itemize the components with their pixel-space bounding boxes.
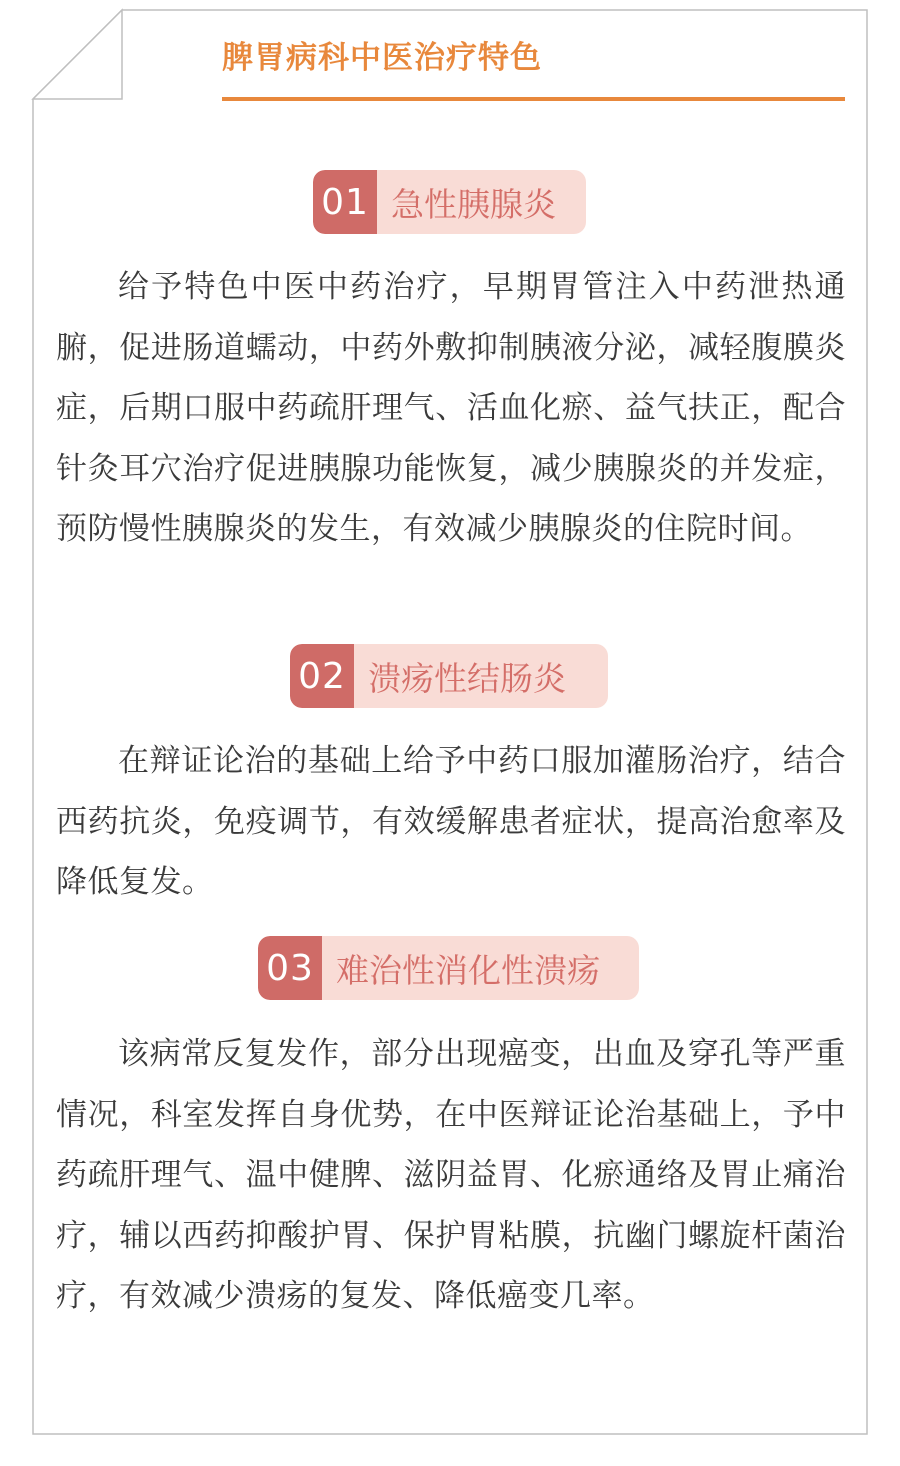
section-paragraph-3: 该病常反复发作，部分出现癌变，出血及穿孔等严重情况，科室发挥自身优势，在中医辩证论治基础上，予中药疏肝理气、温中健脾、滋阴益胃、化瘀通络及胃止痛治疗，辅以西药抑酸护胃、保护胃粘膜，抗幽门螺旋杆菌治疗，有效减少溃疡的复发、降低癌变几率。 (56, 1036, 846, 1314)
title-underline (222, 97, 845, 101)
section-number: 01 (313, 170, 377, 234)
section-number: 02 (290, 644, 354, 708)
page-title: 脾胃病科中医治疗特色 (222, 40, 542, 76)
section-heading: 难治性消化性溃疡 (336, 950, 600, 990)
section-badge-3 (258, 936, 639, 1000)
section-paragraph-1: 给予特色中医中药治疗，早期胃管注入中药泄热通腑，促进肠道蠕动，中药外敷抑制胰液分泌，减轻腹膜炎症，后期口服中药疏肝理气、活血化瘀、益气扶正，配合针灸耳穴治疗促进胰腺功能恢复，减少胰腺炎的并发症，预防慢性胰腺炎的发生，有效减少胰腺炎的住院时间。 (56, 269, 846, 547)
section-heading: 急性胰腺炎 (391, 184, 556, 224)
section-badge-1 (313, 170, 586, 234)
section-heading: 溃疡性结肠炎 (368, 658, 566, 698)
section-paragraph-2: 在辩证论治的基础上给予中药口服加灌肠治疗，结合西药抗炎，免疫调节，有效缓解患者症状，提高治愈率及降低复发。 (56, 743, 846, 900)
section-number: 03 (258, 936, 322, 1000)
folded-corner (33, 10, 122, 99)
section-badge-2 (290, 644, 608, 708)
